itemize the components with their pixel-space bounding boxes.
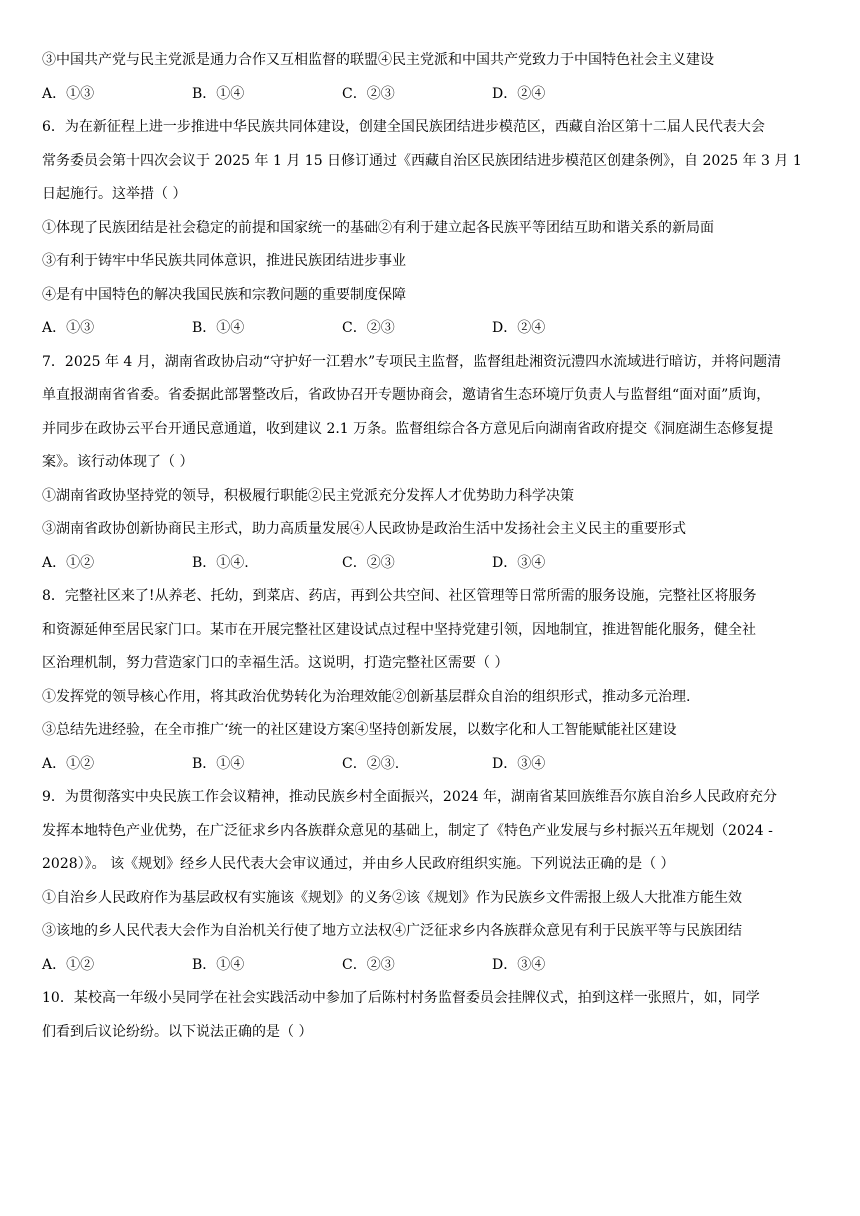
q7-stem-line: 并同步在政协云平台开通民意通道，收到建议 2.1 万条。监督组综合各方意见后向湖南省政府提交《洞庭湖生态修复提 — [42, 420, 774, 437]
q6-stem-line: 6．为在新征程上进一步推进中华民族共同体建设，创建全国民族团结进步模范区，西藏自治区第十二届人民代表大会 — [42, 119, 765, 135]
q7-statement: ③湖南省政协创新协商民主形式，助力高质量发展④人民政协是政治生活中发扬社会主义民主的重要形式 — [42, 521, 686, 537]
q8-stem-line: 区治理机制，努力营造家门口的幸福生活。这说明，打造完整社区需要（ ） — [42, 655, 509, 671]
q7-option-b[interactable]: B．①④. — [192, 554, 249, 571]
q5-option-c[interactable]: C．②③ — [342, 85, 395, 102]
q9-statement: ①自治乡人民政府作为基层政权有实施该《规划》的义务②该《规划》作为民族乡文件需报上级人大批准方能生效 — [42, 889, 742, 906]
q5-option-b[interactable]: B．①④ — [192, 85, 245, 102]
q8-option-a[interactable]: A．①② — [42, 755, 95, 772]
q6-statement: ④是有中国特色的解决我国民族和宗教问题的重要制度保障 — [42, 286, 406, 303]
q6-statement: ③有利于铸牢中华民族共同体意识，推进民族团结进步事业 — [42, 253, 406, 269]
q8-option-d[interactable]: D．③④ — [492, 755, 546, 772]
q5-option-a[interactable]: A．①③ — [42, 85, 95, 102]
q8-statement: ①发挥党的领导核心作用，将其政治优势转化为治理效能②创新基层群众自治的组织形式，推动多元治理. — [42, 688, 691, 705]
q9-options — [42, 949, 832, 983]
q9-stem-line: 2028）》。 该《规划》经乡人民代表大会审议通过，并由乡人民政府组织实施。下列说法正确的是（ ） — [42, 856, 675, 872]
q8-options — [42, 748, 832, 782]
q9-statement: ③该地的乡人民代表大会作为自治机关行使了地方立法权④广泛征求乡内各族群众意见有利于民族平等与民族团结 — [42, 923, 742, 939]
q6-statement: ①体现了民族团结是社会稳定的前提和国家统一的基础②有利于建立起各民族平等团结互助和谐关系的新局面 — [42, 219, 714, 236]
q7-stem-line: 7．2025 年 4 月，湖南省政协启动“守护好一江碧水”专项民主监督，监督组赴湘资沅澧四水流域进行暗访，并将问题清 — [42, 353, 782, 370]
q5-option-d[interactable]: D．②④ — [492, 85, 546, 102]
q9-option-d[interactable]: D．③④ — [492, 956, 546, 973]
q8-statement: ③总结先进经验，在全市推广‘统一的社区建设方案④坚持创新发展，以数字化和人工智能赋能社区建设 — [42, 722, 677, 738]
q5-options — [42, 78, 832, 112]
q7-options — [42, 547, 832, 581]
q7-option-d[interactable]: D．③④ — [492, 554, 546, 571]
exam-page — [42, 44, 832, 1049]
q9-option-b[interactable]: B．①④ — [192, 956, 245, 973]
q9-option-a[interactable]: A．①② — [42, 956, 95, 973]
q8-stem-line: 8．完整社区来了!从养老、托幼，到菜店、药店，再到公共空间、社区管理等日常所需的服务设施，完整社区将服务 — [42, 588, 757, 604]
q6-options — [42, 312, 832, 346]
q9-option-c[interactable]: C．②③ — [342, 956, 395, 973]
q7-stem-line: 案》。该行动体现了（ ） — [42, 454, 194, 470]
q8-stem-line: 和资源延伸至居民家门口。某市在开展完整社区建设试点过程中坚持党建引领，因地制宜，推进智能化服务，健全社 — [42, 621, 756, 638]
q8-option-c[interactable]: C．②③. — [342, 755, 400, 772]
q7-statement: ①湖南省政协坚持党的领导，积极履行职能②民主党派充分发挥人才优势助力科学决策 — [42, 487, 574, 504]
q6-option-b[interactable]: B．①④ — [192, 320, 245, 336]
q10-stem-line: 们看到后议论纷纷。以下说法正确的是（ ） — [42, 1023, 313, 1040]
q5-statement: ③中国共产党与民主党派是通力合作又互相监督的联盟④民主党派和中国共产党致力于中国特色社会主义建设 — [42, 52, 714, 68]
q6-stem-line: 日起施行。这举措（ ） — [42, 186, 187, 202]
q6-option-c[interactable]: C．②③ — [342, 320, 395, 336]
q6-option-d[interactable]: D．②④ — [492, 320, 546, 336]
q7-option-a[interactable]: A．①② — [42, 554, 95, 571]
q7-option-c[interactable]: C．②③ — [342, 554, 395, 571]
q9-stem-line: 9．为贯彻落实中央民族工作会议精神，推动民族乡村全面振兴，2024 年，湖南省某回族维吾尔族自治乡人民政府充分 — [42, 789, 777, 805]
q9-stem-line: 发挥本地特色产业优势，在广泛征求乡内各族群众意见的基础上，制定了《特色产业发展与乡村振兴五年规划（2024 - — [42, 822, 773, 839]
q6-option-a[interactable]: A．①③ — [42, 320, 95, 336]
q10-stem-line: 10．某校高一年级小吴同学在社会实践活动中参加了后陈村村务监督委员会挂牌仪式，拍到这样一张照片，如，同学 — [42, 990, 760, 1006]
q8-option-b[interactable]: B．①④ — [192, 755, 245, 772]
q7-stem-line: 单直报湖南省省委。省委据此部署整改后，省政协召开专题协商会，邀请省生态环境厅负责人与监督组“面对面”质询， — [42, 387, 771, 403]
q6-stem-line: 常务委员会第十四次会议于 2025 年 1 月 15 日修订通过《西藏自治区民族团结进步模范区创建条例》，自 2025 年 3 月 1 — [42, 152, 802, 169]
